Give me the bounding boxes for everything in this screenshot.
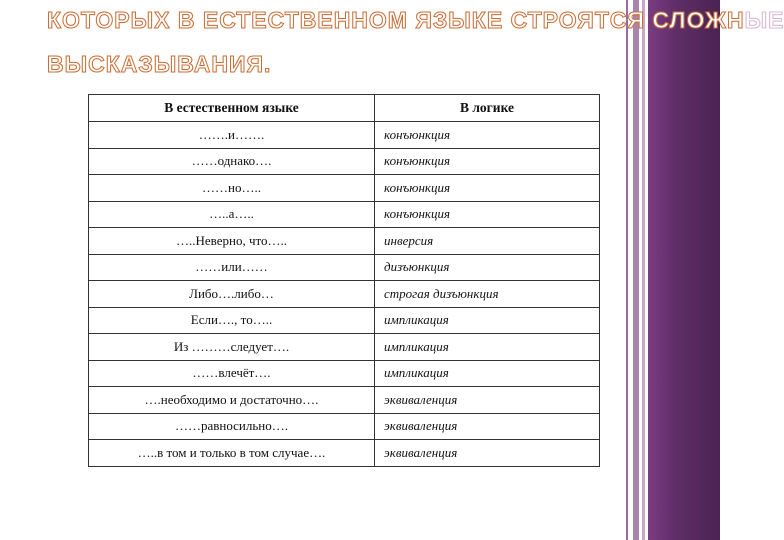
table-row [89,148,600,175]
logic-cell: эквиваленция [375,440,600,467]
logic-cell: конъюнкция [375,201,600,228]
title-line-2: ВЫСКАЗЫВАНИЯ. [47,51,272,77]
title-line-1 [47,0,784,42]
header-natural-language: В естественном языке [89,95,375,122]
table-row [89,254,600,281]
table-row [89,413,600,440]
table-row [89,307,600,334]
natural-cell: ……равносильно…. [89,413,375,440]
table-row [89,201,600,228]
table-row [89,387,600,414]
table-row [89,334,600,361]
correspondence-table [88,94,600,467]
natural-cell: ……однако…. [89,148,375,175]
side-band [648,0,720,540]
logic-cell: конъюнкция [375,175,600,202]
natural-cell: …..а….. [89,201,375,228]
logic-cell: эквиваленция [375,413,600,440]
table-row [89,228,600,255]
natural-cell: Либо….либо… [89,281,375,308]
header-logic: В логике [375,95,600,122]
title-line-1-tail: ЫЕ [744,7,784,33]
natural-cell: Если…., то….. [89,307,375,334]
table-row [89,175,600,202]
natural-cell: …..в том и только в том случае…. [89,440,375,467]
logic-cell: инверсия [375,228,600,255]
logic-cell: конъюнкция [375,122,600,149]
natural-cell: Из ………следует…. [89,334,375,361]
natural-cell: ……влечёт…. [89,360,375,387]
natural-cell: ……но….. [89,175,375,202]
natural-cell: ….необходимо и достаточно…. [89,387,375,414]
table-row [89,122,600,149]
natural-cell: …….и……. [89,122,375,149]
natural-cell: ……или…… [89,254,375,281]
table-row [89,440,600,467]
logic-cell: импликация [375,334,600,361]
logic-cell: дизъюнкция [375,254,600,281]
table-row [89,360,600,387]
logic-cell: конъюнкция [375,148,600,175]
table-header-row [89,95,600,122]
table-row [89,281,600,308]
natural-cell: …..Неверно, что….. [89,228,375,255]
logic-cell: эквиваленция [375,387,600,414]
logic-cell: импликация [375,307,600,334]
logic-cell: строгая дизъюнкция [375,281,600,308]
slide-title [47,0,784,86]
logic-cell: импликация [375,360,600,387]
title-line-1-text: КОТОРЫХ В ЕСТЕСТВЕННОМ ЯЗЫКЕ СТРОЯТСЯ СЛОЖН [47,7,745,33]
